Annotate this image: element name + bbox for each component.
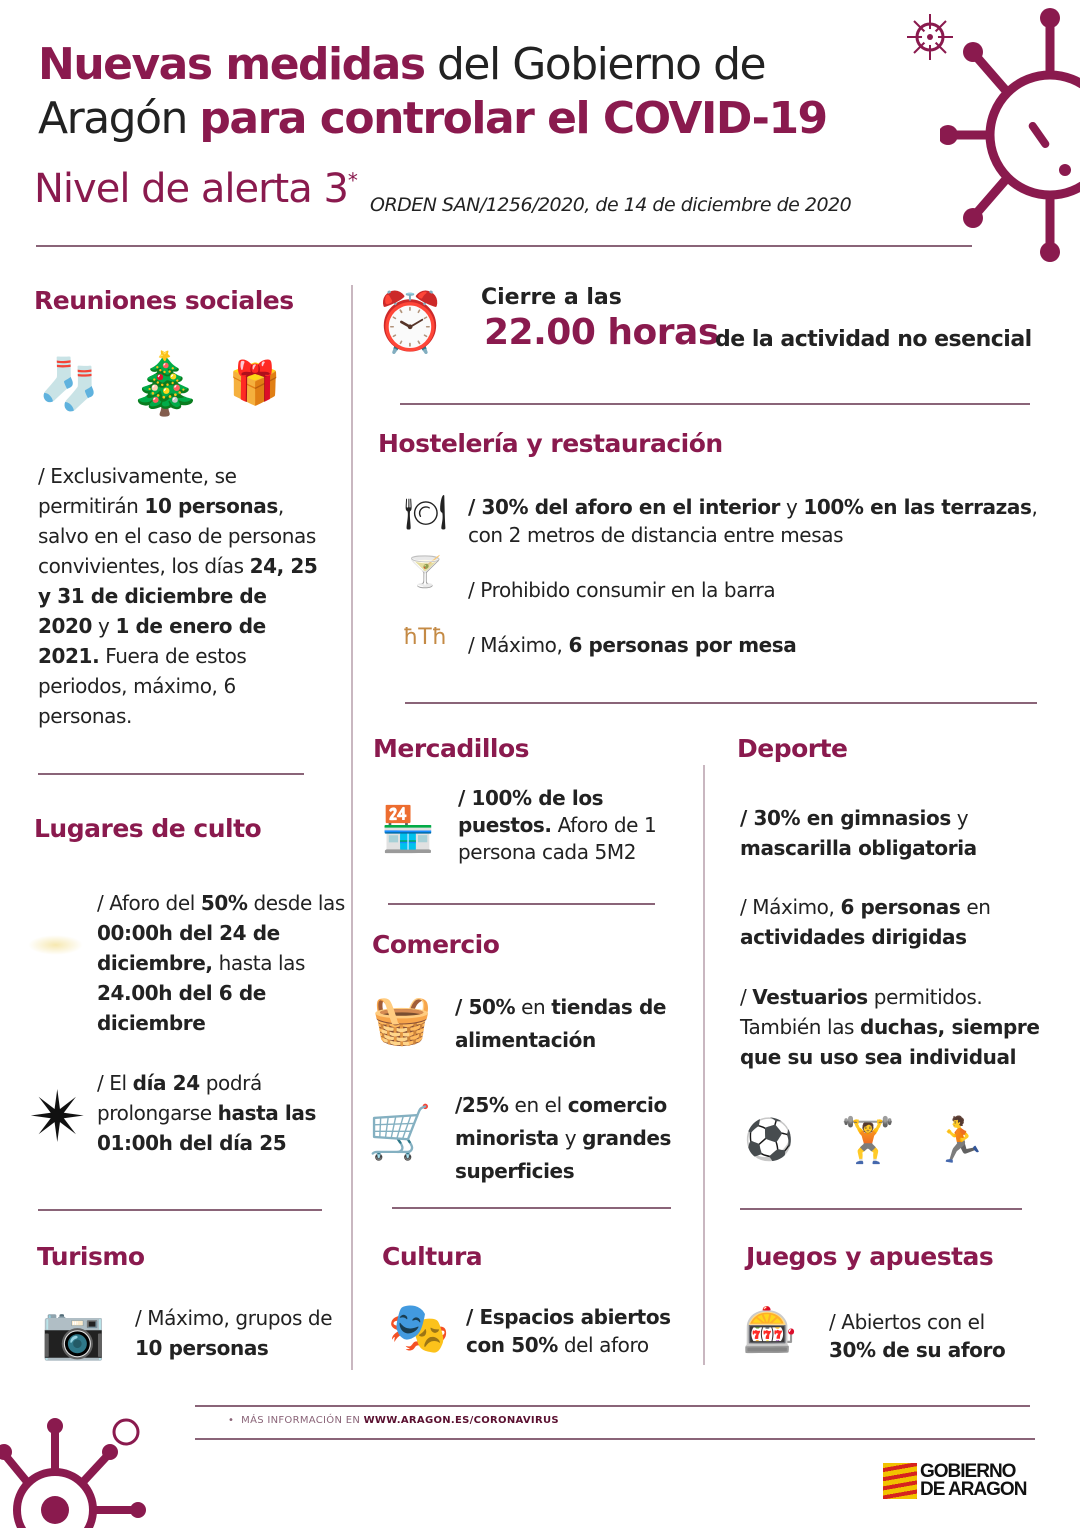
text-segment: del aforo (557, 1333, 649, 1357)
divider (740, 1208, 1022, 1210)
text-segment: 50% (200, 891, 248, 915)
text-segment: 6 personas por mesa (568, 633, 797, 657)
text-segment: grandes superficies (455, 1126, 672, 1183)
culto-item2 (97, 1068, 337, 1158)
mercadillos-text (458, 785, 678, 866)
text-segment: Nuevas medidas (38, 39, 425, 90)
more-info: • MÁS INFORMACIÓN EN WWW.ARAGON.ES/CORONAVIRUS (228, 1415, 559, 1426)
hosteleria-item1 (468, 493, 1038, 549)
christmas-tree-icon: 🎄 (127, 348, 203, 419)
text-segment: , con 2 metros de distancia entre mesas (468, 495, 1038, 547)
logo-line1: GOBIERNO (920, 1461, 1016, 1482)
text-segment: 10 personas (135, 1336, 269, 1360)
text-segment: en (515, 995, 552, 1019)
text-segment: / Máximo, (468, 633, 569, 657)
page-title-line1 (38, 38, 765, 92)
text-segment: / 100% de los puestos. (458, 786, 604, 837)
divider (195, 1405, 1030, 1407)
text-segment: y (950, 806, 969, 830)
text-segment: / Máximo, grupos de (135, 1306, 333, 1330)
text-segment: / Espacios abiertos con 50% (466, 1305, 671, 1357)
turismo-heading: Turismo (37, 1242, 145, 1271)
soccer-ball-icon: ⚽ (744, 1116, 794, 1163)
more-info-prefix: MÁS INFORMACIÓN EN (241, 1415, 364, 1426)
divider (388, 903, 655, 905)
text-segment: / El (97, 1071, 133, 1095)
culto-heading: Lugares de culto (34, 814, 262, 843)
shopping-cart-icon: 🛒 (367, 1102, 433, 1163)
divider (400, 403, 1030, 405)
text-segment: / Exclusivamente, se permitirán (38, 464, 237, 518)
culto-item1 (97, 888, 347, 1038)
text-segment: Aragón (38, 93, 200, 144)
column-divider (703, 765, 705, 1365)
deporte-item1 (740, 803, 1040, 863)
text-segment: 1 de enero de 2021. (38, 614, 266, 668)
comercio-item1 (455, 991, 695, 1057)
camera-icon: 📷 (41, 1303, 106, 1363)
turismo-text (135, 1303, 335, 1363)
divider (36, 245, 972, 247)
sparkle-star-icon: ✴ (28, 1076, 88, 1158)
divider (38, 773, 304, 775)
theater-masks-icon: 🎭 (387, 1298, 451, 1357)
text-segment: hasta las (212, 951, 306, 975)
text-segment: desde las (247, 891, 345, 915)
divider (195, 1438, 1035, 1440)
cultura-heading: Cultura (382, 1242, 483, 1271)
more-info-link[interactable]: WWW.ARAGON.ES/CORONAVIRUS (363, 1415, 559, 1426)
market-stall-icon: 🏪 (380, 804, 436, 855)
text-segment: para controlar el COVID-19 (199, 93, 827, 144)
weightlifter-icon: 🏋 (840, 1114, 896, 1166)
text-segment: , salvo en el caso de personas convivientes, los días (38, 494, 316, 578)
comercio-item2 (455, 1089, 700, 1188)
text-segment: 10 personas (144, 494, 278, 518)
text-segment: / 50% (455, 995, 516, 1019)
text-segment: del Gobierno de (424, 39, 766, 90)
text-segment: mascarilla obligatoria (740, 836, 977, 860)
text-segment: Aforo de 1 persona cada 5M2 (458, 813, 657, 864)
mercadillos-heading: Mercadillos (373, 734, 530, 763)
runner-icon: 🏃 (932, 1115, 988, 1166)
page-title-line2 (38, 92, 827, 146)
virus-decoration-icon (940, 0, 1080, 270)
table-chairs-icon: ħTħ (402, 624, 447, 650)
text-segment: / 30% en gimnasios (740, 806, 951, 830)
hosteleria-item3 (468, 630, 796, 660)
text-segment: / Abiertos con el (829, 1310, 985, 1334)
divider (392, 1207, 671, 1209)
text-segment: tiendas de alimentación (455, 995, 667, 1052)
virus-decoration-bottom-icon (0, 1410, 150, 1528)
text-segment: duchas, siempre que su uso sea individual (740, 1015, 1040, 1069)
text-segment: permitidos. También las (740, 985, 983, 1039)
text-segment: 100% en las terrazas (803, 495, 1032, 519)
logo-line2: DE ARAGON (920, 1479, 1027, 1500)
serving-cloche-icon: 🍽 (403, 492, 448, 533)
small-virus-icon (905, 12, 955, 62)
deporte-heading: Deporte (737, 734, 848, 763)
casino-chips-icon: 🎰 (742, 1305, 798, 1356)
aragon-flag-icon (883, 1463, 917, 1499)
juegos-text (829, 1308, 1029, 1364)
juegos-heading: Juegos y apuestas (746, 1242, 994, 1271)
text-segment: actividades dirigidas (740, 925, 967, 949)
alarm-clock-icon: ⏰ (374, 287, 447, 356)
light-glow-icon (28, 935, 83, 955)
column-divider (351, 285, 353, 1370)
alert-asterisk: * (347, 168, 357, 193)
text-segment: en el (508, 1093, 568, 1117)
hosteleria-heading: Hostelería y restauración (378, 429, 723, 458)
text-segment: Vestuarios (752, 985, 868, 1009)
deporte-item3 (740, 982, 1060, 1072)
text-segment: y (558, 1126, 583, 1150)
text-segment: 30% de su aforo (829, 1338, 1006, 1362)
cierre-suffix: de la actividad no esencial (715, 327, 1032, 352)
alert-level-text: Nivel de alerta 3 (34, 166, 348, 212)
cocktail-icon: 🍸 (406, 555, 445, 590)
text-segment: podrá prolongarse (97, 1071, 262, 1125)
text-segment: / Aforo del (97, 891, 201, 915)
cultura-text (466, 1303, 686, 1359)
comercio-heading: Comercio (372, 930, 500, 959)
text-segment: y (780, 495, 804, 519)
cierre-label: Cierre a las (481, 285, 622, 310)
text-segment: / (740, 985, 753, 1009)
text-segment: / 30% del aforo en el interior (468, 495, 780, 519)
alert-level (34, 166, 357, 212)
ornaments-icon: 🎁 (228, 357, 282, 407)
christmas-stocking-icon: 🧦 (38, 355, 101, 413)
text-segment: / Máximo, (740, 895, 841, 919)
divider (405, 702, 1037, 704)
reuniones-heading: Reuniones sociales (34, 286, 294, 315)
gobierno-aragon-logo (883, 1463, 1026, 1499)
text-segment: día 24 (132, 1071, 200, 1095)
text-segment: en (960, 895, 991, 919)
text-segment: comercio minorista (455, 1093, 667, 1150)
text-segment: y (92, 614, 116, 638)
text-segment: hasta las 01:00h del día 25 (97, 1101, 316, 1155)
divider (38, 1209, 322, 1211)
order-reference: ORDEN SAN/1256/2020, de 14 de diciembre de 2020 (370, 194, 852, 216)
text-segment: Fuera de estos periodos, máximo, 6 personas. (38, 644, 247, 728)
text-segment: 00:00h del 24 de diciembre, (97, 921, 280, 975)
text-segment: 24.00h del 6 de diciembre (97, 981, 266, 1035)
deporte-item2 (740, 892, 1040, 952)
text-segment: /25% (455, 1093, 509, 1117)
text-segment: 24, 25 y 31 de diciembre de 2020 (38, 554, 318, 638)
text-segment: 6 personas (840, 895, 961, 919)
reuniones-text (38, 461, 323, 731)
hosteleria-item2 (468, 575, 775, 605)
grocery-basket-icon: 🧺 (372, 991, 432, 1048)
text-segment: / Prohibido consumir en la barra (468, 578, 776, 602)
cierre-time: 22.00 horas (484, 312, 719, 353)
